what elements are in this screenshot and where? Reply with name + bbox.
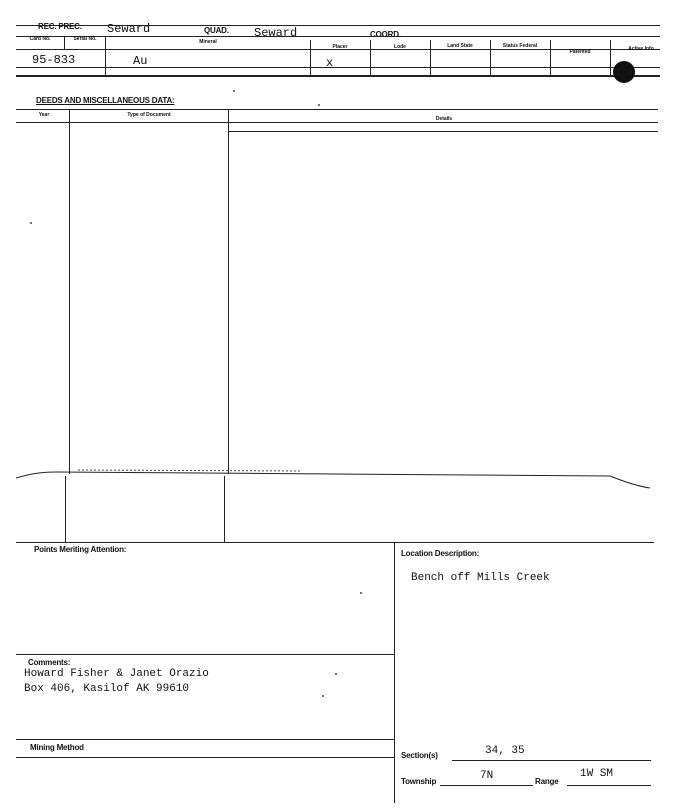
quad-value: Seward (254, 26, 298, 40)
points-label: Points Meriting Attention: (34, 545, 127, 554)
mining-method-label: Mining Method (30, 743, 84, 752)
comments-label: Comments: (28, 658, 71, 667)
col-card-no: Card No. (29, 36, 51, 42)
col-serial-no: Serial No. (73, 36, 97, 42)
col-lode: Lode (394, 44, 406, 50)
range-value: 1W SM (580, 768, 614, 780)
col-placer: Placer (332, 44, 348, 50)
col-status-federal: Status Federal (502, 43, 538, 49)
location-value: Bench off Mills Creek (411, 572, 550, 584)
col-year: Year (38, 112, 50, 118)
township-label: Township (401, 777, 437, 786)
col-land-state: Land State (447, 43, 473, 49)
range-label: Range (535, 777, 559, 786)
col-details: Details (435, 116, 453, 122)
card-no-value: 95-833 (32, 53, 76, 67)
quad-label: QUAD. (204, 26, 229, 35)
sections-label: Section(s) (401, 751, 438, 760)
col-type-of-document: Type of Document (127, 112, 171, 118)
mineral-value: Au (133, 54, 148, 68)
deeds-title: DEEDS AND MISCELLANEOUS DATA: (36, 96, 175, 105)
comments-line-1: Howard Fisher & Janet Orazio (24, 668, 209, 680)
placer-value: x (326, 56, 334, 70)
sections-value: 34, 35 (485, 745, 525, 757)
township-value: 7N (480, 770, 494, 782)
comments-line-2: Box 406, Kasilof AK 99610 (24, 683, 190, 695)
col-mineral: Mineral (199, 39, 217, 45)
col-active-info: Active Info (628, 46, 654, 52)
col-patented: Patented (569, 49, 591, 55)
coord-label: COORD. (370, 30, 401, 39)
location-label: Location Description: (401, 549, 480, 558)
rec-prec-value: Seward (107, 22, 151, 36)
rec-prec-label: REC. PREC. (38, 22, 82, 31)
